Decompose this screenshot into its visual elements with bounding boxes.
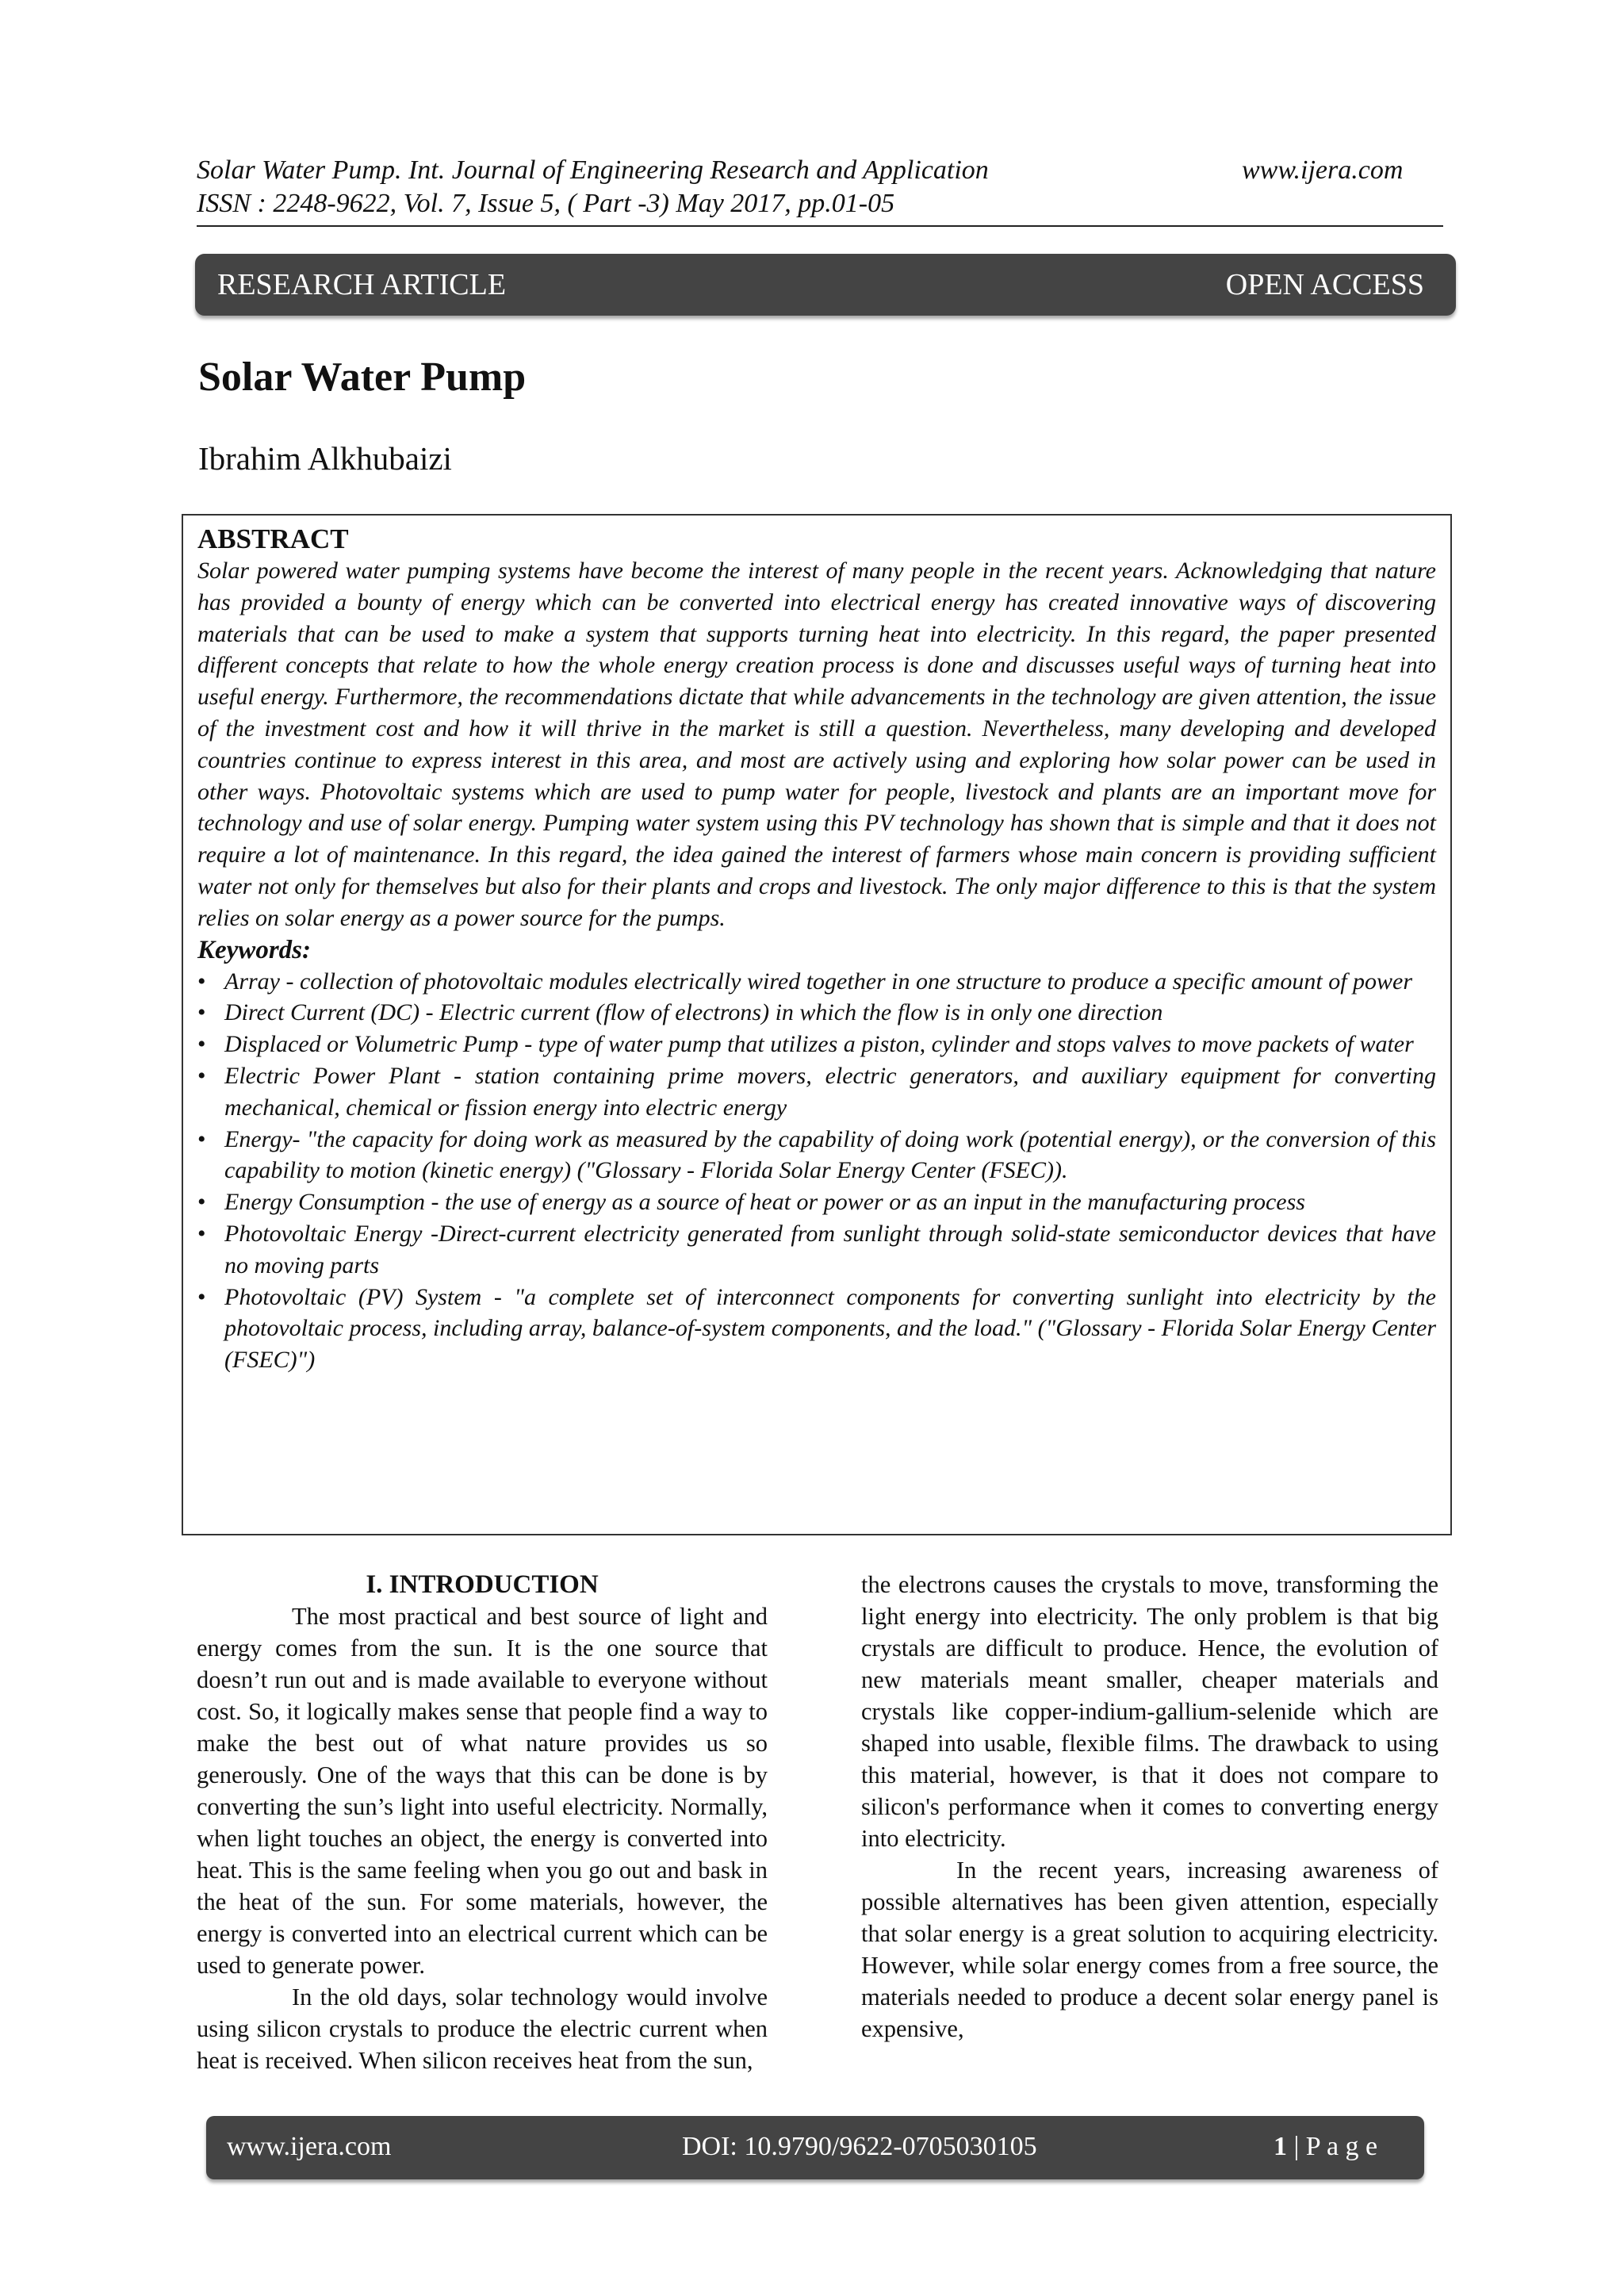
header-website-link[interactable]: www.ijera.com xyxy=(1242,155,1404,185)
keyword-item: • Photovoltaic Energy -Direct-current electricity generated from sunlight through solid-state semiconductor devices that have no moving parts xyxy=(197,1218,1436,1282)
keyword-item: • Energy Consumption - the use of energy as a source of heat or power or as an input in the manufacturing process xyxy=(197,1186,1436,1218)
introduction-right-column xyxy=(861,1569,1438,2045)
bullet-icon: • xyxy=(197,1283,206,1310)
paper-title: Solar Water Pump xyxy=(198,355,527,400)
footer-doi[interactable]: DOI: 10.9790/9622-0705030105 xyxy=(682,2132,1037,2161)
introduction-heading: I. INTRODUCTION xyxy=(366,1570,599,1599)
open-access-label: OPEN ACCESS xyxy=(1225,268,1424,301)
footer-page-number: 1 | P a g e xyxy=(1274,2132,1378,2161)
bullet-icon: • xyxy=(197,1220,206,1247)
keyword-item: • Electric Power Plant - station containing prime movers, electric generators, and auxiliary equipment for converting mechanical, chemical or fission energy into electric energy xyxy=(197,1060,1436,1124)
header-divider xyxy=(197,225,1443,227)
keywords-heading: Keywords: xyxy=(197,935,311,964)
author-name: Ibrahim Alkhubaizi xyxy=(198,440,452,477)
keyword-item: • Array - collection of photovoltaic modules electrically wired together in one structure to produce a specific amount of power xyxy=(197,966,1436,998)
article-type-banner xyxy=(195,254,1456,316)
abstract-heading: ABSTRACT xyxy=(197,523,349,554)
abstract-box xyxy=(182,514,1452,1535)
keyword-item: • Energy- "the capacity for doing work as measured by the capability of doing work (potential energy), or the conversion of this capability to motion (kinetic energy) ("Glossary - Florida Solar Energy Center (FSEC)). xyxy=(197,1124,1436,1187)
intro-paragraph-1: The most practical and best source of light and energy comes from the sun. It is the one source that doesn’t run out and is made available to everyone without cost. So, it logically makes sense that people find a way to make the best out of what nature provides us so generously. One of the ways that this can be done is by converting the sun’s light into useful electricity. Normally, when light touches an object, the energy is converted into heat. This is the same feeling when you go out and bask in the heat of the sun. For some materials, however, the energy is converted into an electrical current which can be used to generate power. xyxy=(197,1603,768,1979)
page-footer xyxy=(206,2116,1424,2179)
bullet-icon: • xyxy=(197,999,206,1026)
footer-website-link[interactable]: www.ijera.com xyxy=(227,2132,392,2161)
journal-citation-line: Solar Water Pump. Int. Journal of Engineering Research and Application xyxy=(197,155,989,185)
bullet-icon: • xyxy=(197,1062,206,1089)
abstract-text: Solar powered water pumping systems have become the interest of many people in the recent years. Acknowledging that nature has provided a bounty of energy which can be converted into electrical energy has created innovative ways of discovering materials that can be used to make a system that supports turning heat into electricity. In this regard, the paper presented different concepts that relate to how the whole energy creation process is done and discusses useful ways of turning heat into useful energy. Furthermore, the recommendations dictate that while advancements in the technology are given attention, the issue of the investment cost and how it will thrive in the market is still a question. Nevertheless, many developing and developed countries continue to express interest in this area, and most are actively using and exploring how solar power can be used in other ways. Photovoltaic systems which are used to pump water for people, livestock and plants are an important move for technology and use of solar energy. Pumping water system using this PV technology has shown that is simple and that it does not require a lot of maintenance. In this regard, the idea gained the interest of farmers whose main concern is providing sufficient water not only for themselves but also for their plants and crops and livestock. The only major difference to this is that the system relies on solar energy as a power source for the pumps. xyxy=(197,558,1436,931)
bullet-icon: • xyxy=(197,1189,206,1216)
intro-paragraph-2-continued: the electrons causes the crystals to move, transforming the light energy into electricity. The only problem is that big crystals are difficult to produce. Hence, the evolution of new materials meant smaller, cheaper materials and crystals like copper-indium-gallium-selenide which are shaped into usable, flexible films. The drawback to using this material, however, is that it does not compare to silicon's performance when it comes to converting energy into electricity. xyxy=(861,1571,1438,1852)
keyword-item: • Displaced or Volumetric Pump - type of water pump that utilizes a piston, cylinder and stops valves to move packets of water xyxy=(197,1029,1436,1060)
keyword-item: • Photovoltaic (PV) System - "a complete set of interconnect components for converting sunlight into electricity by the photovoltaic process, including array, balance-of-system components, and the load." ("Glossary - Florida Solar Energy Center (FSEC)") xyxy=(197,1282,1436,1376)
bullet-icon: • xyxy=(197,968,206,995)
intro-paragraph-2: In the old days, solar technology would involve using silicon crystals to produce the electric current when heat is received. When silicon receives heat from the sun, xyxy=(197,1984,768,2074)
research-article-label: RESEARCH ARTICLE xyxy=(217,268,507,301)
keyword-item: • Direct Current (DC) - Electric current (flow of electrons) in which the flow is in only one direction xyxy=(197,997,1436,1029)
bullet-icon: • xyxy=(197,1031,206,1058)
introduction-left-column xyxy=(197,1569,768,2076)
bullet-icon: • xyxy=(197,1125,206,1152)
issn-line: ISSN : 2248-9622, Vol. 7, Issue 5, ( Part -3) May 2017, pp.01-05 xyxy=(197,189,895,218)
keywords-list xyxy=(197,966,1436,1376)
intro-paragraph-3: In the recent years, increasing awareness of possible alternatives has been given attention, especially that solar energy is a great solution to acquiring electricity. However, while solar energy comes from a free source, the materials needed to produce a decent solar energy panel is expensive, xyxy=(861,1857,1438,2042)
